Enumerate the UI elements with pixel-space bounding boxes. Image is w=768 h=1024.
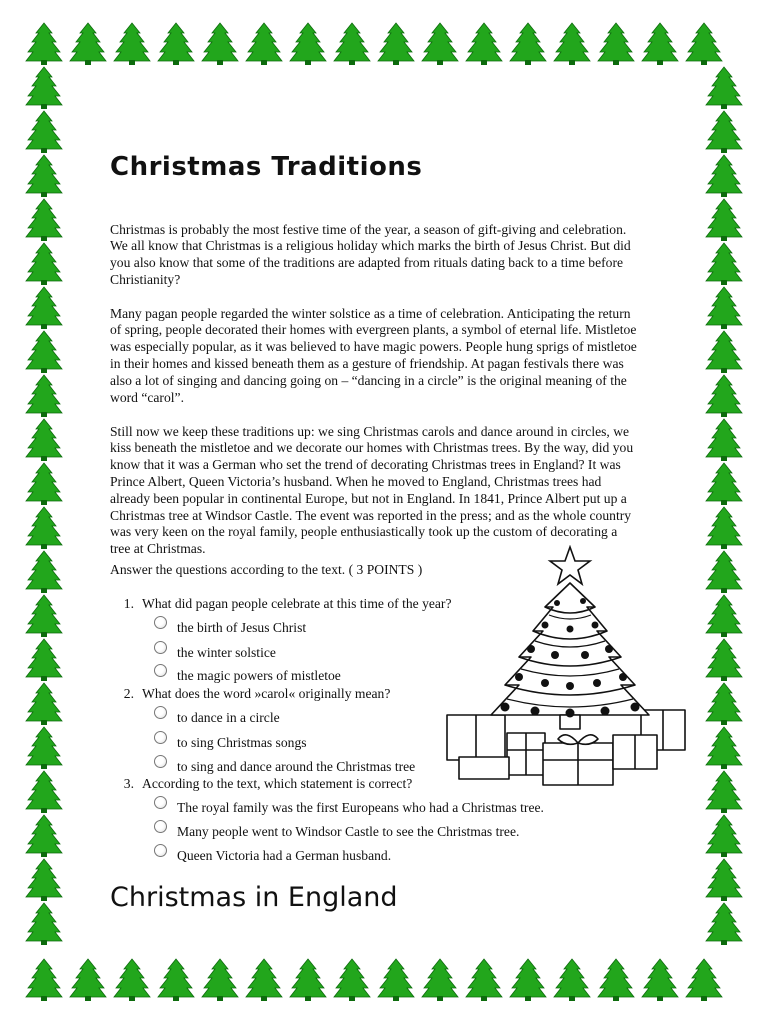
question-number: 1.: [123, 596, 134, 611]
christmas-tree-icon: [704, 374, 744, 418]
christmas-tree-icon: [24, 682, 64, 726]
radio-button-icon[interactable]: [154, 616, 167, 629]
christmas-tree-icon: [464, 958, 504, 1002]
christmas-tree-icon: [704, 858, 744, 902]
christmas-tree-icon: [24, 286, 64, 330]
option-3b[interactable]: [154, 824, 519, 840]
option-label: to sing and dance around the Christmas tree: [177, 759, 416, 774]
question-number: 2.: [123, 686, 134, 701]
radio-button-icon[interactable]: [154, 844, 167, 857]
christmas-tree-icon: [24, 726, 64, 770]
christmas-tree-icon: [24, 154, 64, 198]
christmas-tree-icon: [704, 330, 744, 374]
christmas-tree-icon: [200, 22, 240, 66]
christmas-tree-icon: [24, 374, 64, 418]
christmas-tree-icon: [68, 22, 108, 66]
christmas-tree-icon: [704, 682, 744, 726]
option-1c[interactable]: [154, 668, 341, 684]
option-label: the winter solstice: [177, 645, 276, 660]
christmas-tree-icon: [24, 66, 64, 110]
christmas-tree-icon: [244, 22, 284, 66]
christmas-tree-icon: [288, 958, 328, 1002]
christmas-tree-icon: [24, 330, 64, 374]
christmas-tree-icon: [68, 958, 108, 1002]
paragraph-traditions: Still now we keep these traditions up: we sing Christmas carols and dance around in circles, we kiss beneath the mistletoe and we decorate our homes with Christmas trees. By the way, did you know that it was a German who set the trend of decorating Christmas trees in England? It was Prince Albert, Queen Victoria’s husband. When he moved to England, Christmas trees had already been popular in continental Europe, but not in England. In 1841, Prince Albert put up a Christmas tree at Windsor Castle. The event was reported in the press; and as the whole country was very keen on the royal family, people enthusiastically took up the custom of decorating a tree at Christmas.: [110, 423, 634, 557]
christmas-tree-icon: [704, 242, 744, 286]
question-3: [110, 776, 412, 792]
option-1a[interactable]: [154, 620, 306, 636]
christmas-tree-icon: [244, 958, 284, 1002]
christmas-tree-icon: [24, 770, 64, 814]
christmas-tree-icon: [704, 506, 744, 550]
page-title: Christmas Traditions: [110, 152, 423, 182]
christmas-tree-icon: [464, 22, 504, 66]
christmas-tree-icon: [704, 110, 744, 154]
christmas-tree-icon: [704, 286, 744, 330]
option-label: The royal family was the first Europeans who had a Christmas tree.: [177, 800, 544, 815]
christmas-tree-icon: [704, 198, 744, 242]
question-text: What does the word »carol« originally mean?: [142, 686, 391, 701]
christmas-tree-icon: [704, 550, 744, 594]
question-text: What did pagan people celebrate at this time of the year?: [142, 596, 452, 611]
question-2: [110, 686, 390, 702]
christmas-tree-icon: [704, 770, 744, 814]
christmas-tree-icon: [24, 638, 64, 682]
christmas-tree-icon: [24, 462, 64, 506]
radio-button-icon[interactable]: [154, 731, 167, 744]
christmas-tree-icon: [24, 22, 64, 66]
option-label: the magic powers of mistletoe: [177, 668, 341, 683]
christmas-tree-icon: [552, 958, 592, 1002]
christmas-tree-icon: [704, 726, 744, 770]
christmas-tree-icon: [704, 638, 744, 682]
christmas-tree-icon: [704, 418, 744, 462]
option-2c[interactable]: [154, 759, 415, 775]
question-number: 3.: [123, 776, 134, 791]
christmas-tree-icon: [704, 462, 744, 506]
christmas-tree-icon: [684, 22, 724, 66]
christmas-tree-icon: [24, 110, 64, 154]
christmas-tree-icon: [420, 958, 460, 1002]
christmas-tree-icon: [24, 594, 64, 638]
christmas-tree-icon: [420, 22, 460, 66]
radio-button-icon[interactable]: [154, 755, 167, 768]
christmas-tree-icon: [704, 902, 744, 946]
section-title: Christmas in England: [110, 882, 398, 913]
christmas-tree-icon: [596, 958, 636, 1002]
christmas-tree-icon: [112, 22, 152, 66]
christmas-tree-icon: [376, 958, 416, 1002]
christmas-tree-icon: [596, 22, 636, 66]
paragraph-intro: Christmas is probably the most festive time of the year, a season of gift-giving and celebration. We all know that Christmas is a religious holiday which marks the birth of Jesus Christ. But did you also know that some of the traditions are adapted from rituals dating back to a time before Christianity?: [110, 221, 631, 287]
christmas-tree-icon: [704, 814, 744, 858]
christmas-tree-icon: [508, 958, 548, 1002]
christmas-tree-icon: [24, 550, 64, 594]
christmas-tree-icon: [24, 958, 64, 1002]
christmas-tree-icon: [24, 858, 64, 902]
instructions: Answer the questions according to the text. ( 3 POINTS ): [110, 562, 423, 577]
option-label: to dance in a circle: [177, 710, 280, 725]
christmas-tree-icon: [24, 506, 64, 550]
radio-button-icon[interactable]: [154, 706, 167, 719]
option-2b[interactable]: [154, 735, 307, 751]
christmas-tree-icon: [24, 418, 64, 462]
christmas-tree-icon: [24, 242, 64, 286]
christmas-tree-icon: [24, 198, 64, 242]
christmas-tree-icon: [704, 154, 744, 198]
option-label: the birth of Jesus Christ: [177, 620, 307, 635]
christmas-tree-icon: [376, 22, 416, 66]
radio-button-icon[interactable]: [154, 820, 167, 833]
question-text: According to the text, which statement is correct?: [142, 776, 413, 791]
radio-button-icon[interactable]: [154, 641, 167, 654]
decorated-christmas-tree-icon: [445, 545, 695, 790]
option-label: to sing Christmas songs: [177, 735, 307, 750]
christmas-tree-icon: [704, 594, 744, 638]
christmas-tree-icon: [332, 22, 372, 66]
christmas-tree-icon: [552, 22, 592, 66]
radio-button-icon[interactable]: [154, 796, 167, 809]
option-3c[interactable]: [154, 848, 391, 864]
option-label: Many people went to Windsor Castle to see the Christmas tree.: [177, 824, 520, 839]
radio-button-icon[interactable]: [154, 664, 167, 677]
question-1: [110, 596, 452, 612]
option-3a[interactable]: [154, 800, 544, 816]
christmas-tree-icon: [156, 958, 196, 1002]
option-1b[interactable]: [154, 645, 276, 661]
paragraph-pagan: Many pagan people regarded the winter solstice as a time of celebration. Anticipating the return of spring, people decorated their homes with evergreen plants, a symbol of eternal life. Mistletoe was especially popular, as it was believed to have magic powers. People hung sprigs of mistletoe in their homes and kissed beneath them as a gesture of friendship. At pagan festivals there was also a lot of singing and dancing going on – “dancing in a circle” is the original meaning of the word “carol”.: [110, 305, 637, 405]
christmas-tree-icon: [704, 66, 744, 110]
option-2a[interactable]: [154, 710, 280, 726]
christmas-tree-icon: [24, 814, 64, 858]
option-label: Queen Victoria had a German husband.: [177, 848, 392, 863]
christmas-tree-icon: [156, 22, 196, 66]
christmas-tree-icon: [112, 958, 152, 1002]
christmas-tree-icon: [24, 902, 64, 946]
christmas-tree-icon: [200, 958, 240, 1002]
christmas-tree-icon: [640, 22, 680, 66]
christmas-tree-icon: [508, 22, 548, 66]
christmas-tree-icon: [684, 958, 724, 1002]
christmas-tree-icon: [288, 22, 328, 66]
christmas-tree-icon: [640, 958, 680, 1002]
christmas-tree-icon: [332, 958, 372, 1002]
